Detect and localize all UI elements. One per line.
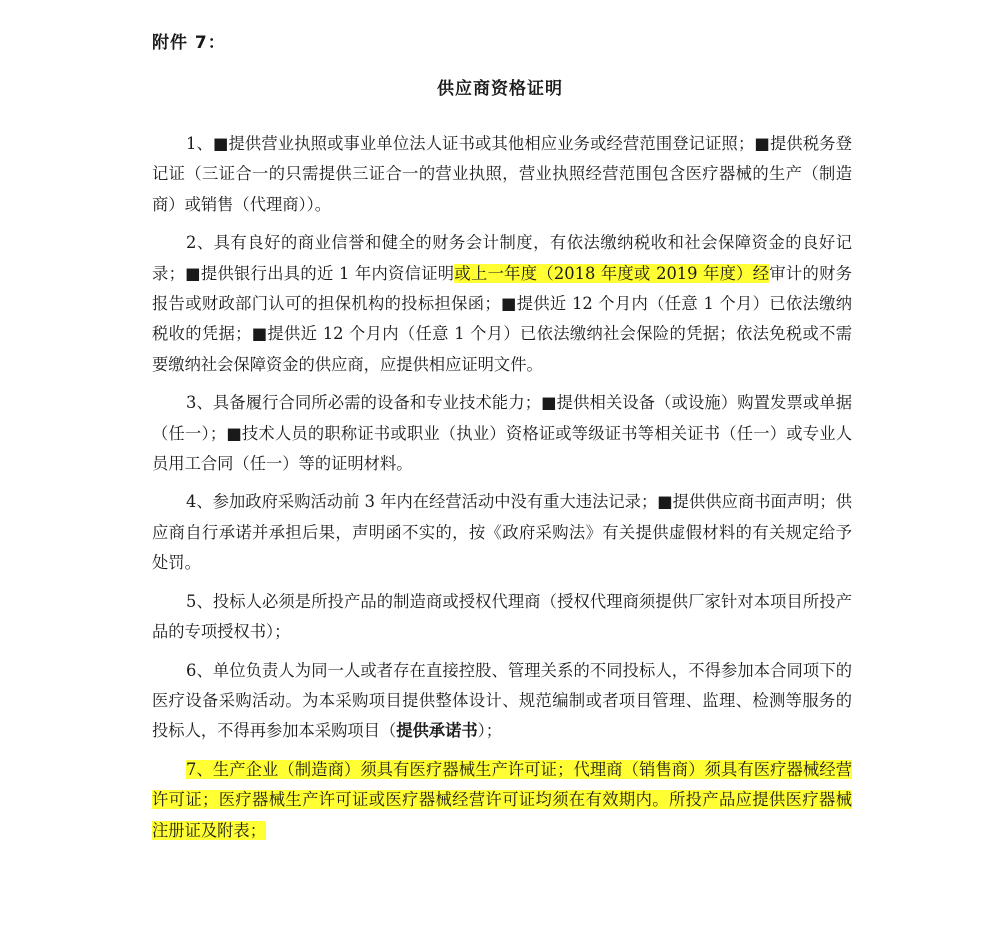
paragraph-6: [152, 656, 852, 747]
paragraph-3: [152, 388, 852, 479]
paragraph-5-text: 5、投标人必须是所投产品的制造商或授权代理商（授权代理商须提供厂家针对本项目所投产品的专项授权书）；: [152, 591, 852, 642]
paragraph-4: [152, 487, 852, 578]
document-title: 供应商资格证明: [437, 79, 563, 99]
paragraph-2: [152, 228, 852, 380]
paragraph-2-highlight: 或上一年度（2018 年度或 2019 年度）经: [454, 263, 770, 283]
paragraph-2-text-a: 2、具有良好的商业信誉和健全的财务会计制度，有依法缴纳税收和社会保障资金的良好记录；■提供银行出具的近 1 年内资信证明: [152, 233, 852, 283]
paragraph-2-text-b: 审计的财务报告或财政部门认可的担保机构的投标担保函；■提供近 12 个月内（任意 1 个月）已依法缴纳税收的凭据；■提供近 12 个月内（任意 1 个月）已依法缴纳社会保险的凭据；依法免税或不需要缴纳社会保障资金的供应商，应提供相应证明文件。: [152, 263, 852, 374]
paragraph-5: [152, 587, 852, 648]
document-body: [152, 129, 852, 854]
paragraph-7-highlight: 7、生产企业（制造商）须具有医疗器械生产许可证；代理商（销售商）须具有医疗器械经营许可证；医疗器械生产许可证或医疗器械经营许可证均须在有效期内。所投产品应提供医疗器械注册证及附表；: [152, 759, 852, 840]
paragraph-7: [152, 755, 852, 846]
paragraph-4-text: 4、参加政府采购活动前 3 年内在经营活动中没有重大违法记录；■提供供应商书面声明；供应商自行承诺并承担后果，声明函不实的，按《政府采购法》有关提供虚假材料的有关规定给予处罚。: [152, 492, 852, 573]
paragraph-6-text-a: 6、单位负责人为同一人或者存在直接控股、管理关系的不同投标人，不得参加本合同项下的医疗设备采购活动。为本采购项目提供整体设计、规范编制或者项目管理、监理、检测等服务的投标人，不得再参加本采购项目（: [152, 660, 852, 741]
paragraph-1-text: 1、■提供营业执照或事业单位法人证书或其他相应业务或经营范围登记证照；■提供税务登记证（三证合一的只需提供三证合一的营业执照，营业执照经营范围包含医疗器械的生产（制造商）或销售（代理商））。: [152, 134, 852, 214]
paragraph-6-text-b: ）；: [477, 721, 503, 741]
paragraph-1: [152, 129, 852, 220]
paragraph-3-text: 3、具备履行合同所必需的设备和专业技术能力；■提供相关设备（或设施）购置发票或单据（任一）；■技术人员的职称证书或职业（执业）资格证或等级证书等相关证书（任一）或专业人员用工合同（任一）等的证明材料。: [152, 393, 852, 474]
attachment-label: 附件 7：: [152, 33, 226, 53]
paragraph-6-bold: 提供承诺书: [396, 721, 478, 741]
